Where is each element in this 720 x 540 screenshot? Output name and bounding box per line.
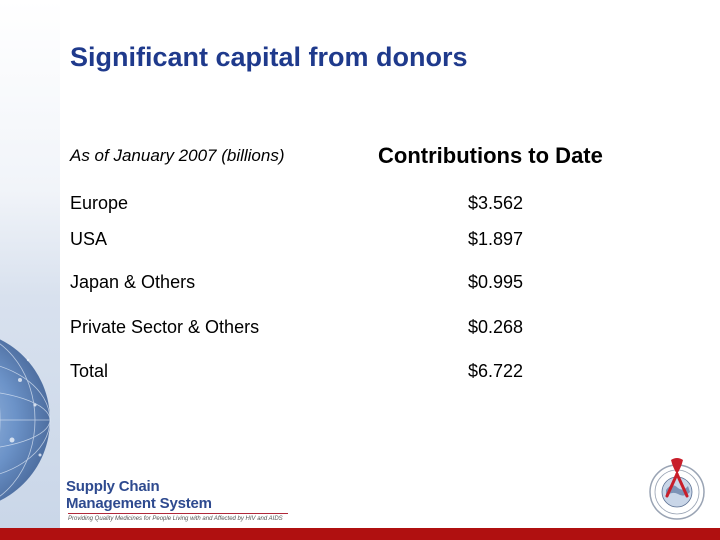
row-label: USA — [70, 229, 108, 249]
column-header: Contributions to Date — [378, 143, 603, 168]
footer-bar — [0, 528, 720, 540]
row-value: $6.722 — [468, 361, 524, 381]
as-of-note: As of January 2007 (billions) — [70, 146, 285, 165]
table-row — [70, 317, 590, 343]
table-row — [70, 193, 590, 219]
table-row — [70, 229, 590, 255]
row-value: $3.562 — [468, 193, 524, 213]
logo-divider — [68, 513, 288, 514]
table-row — [70, 272, 590, 298]
logo-tagline: Providing Quality Medicines for People Living with and Affected by HIV and AIDS — [68, 516, 283, 522]
row-label: Japan & Others — [70, 272, 196, 292]
row-value: $0.268 — [468, 317, 524, 337]
row-label: Europe — [70, 193, 129, 213]
logo-line-2: Management System — [66, 495, 212, 512]
logo-line-1: Supply Chain — [66, 478, 160, 495]
row-value: $1.897 — [468, 229, 524, 249]
row-label: Private Sector & Others — [70, 317, 260, 337]
pepfar-seal-icon — [646, 456, 708, 522]
scms-logo — [66, 478, 296, 528]
globe-icon — [0, 0, 60, 540]
globe-decoration — [0, 0, 60, 540]
slide-title: Significant capital from donors — [70, 42, 468, 72]
row-label: Total — [70, 361, 109, 381]
table-row-total — [70, 361, 590, 387]
row-value: $0.995 — [468, 272, 524, 292]
